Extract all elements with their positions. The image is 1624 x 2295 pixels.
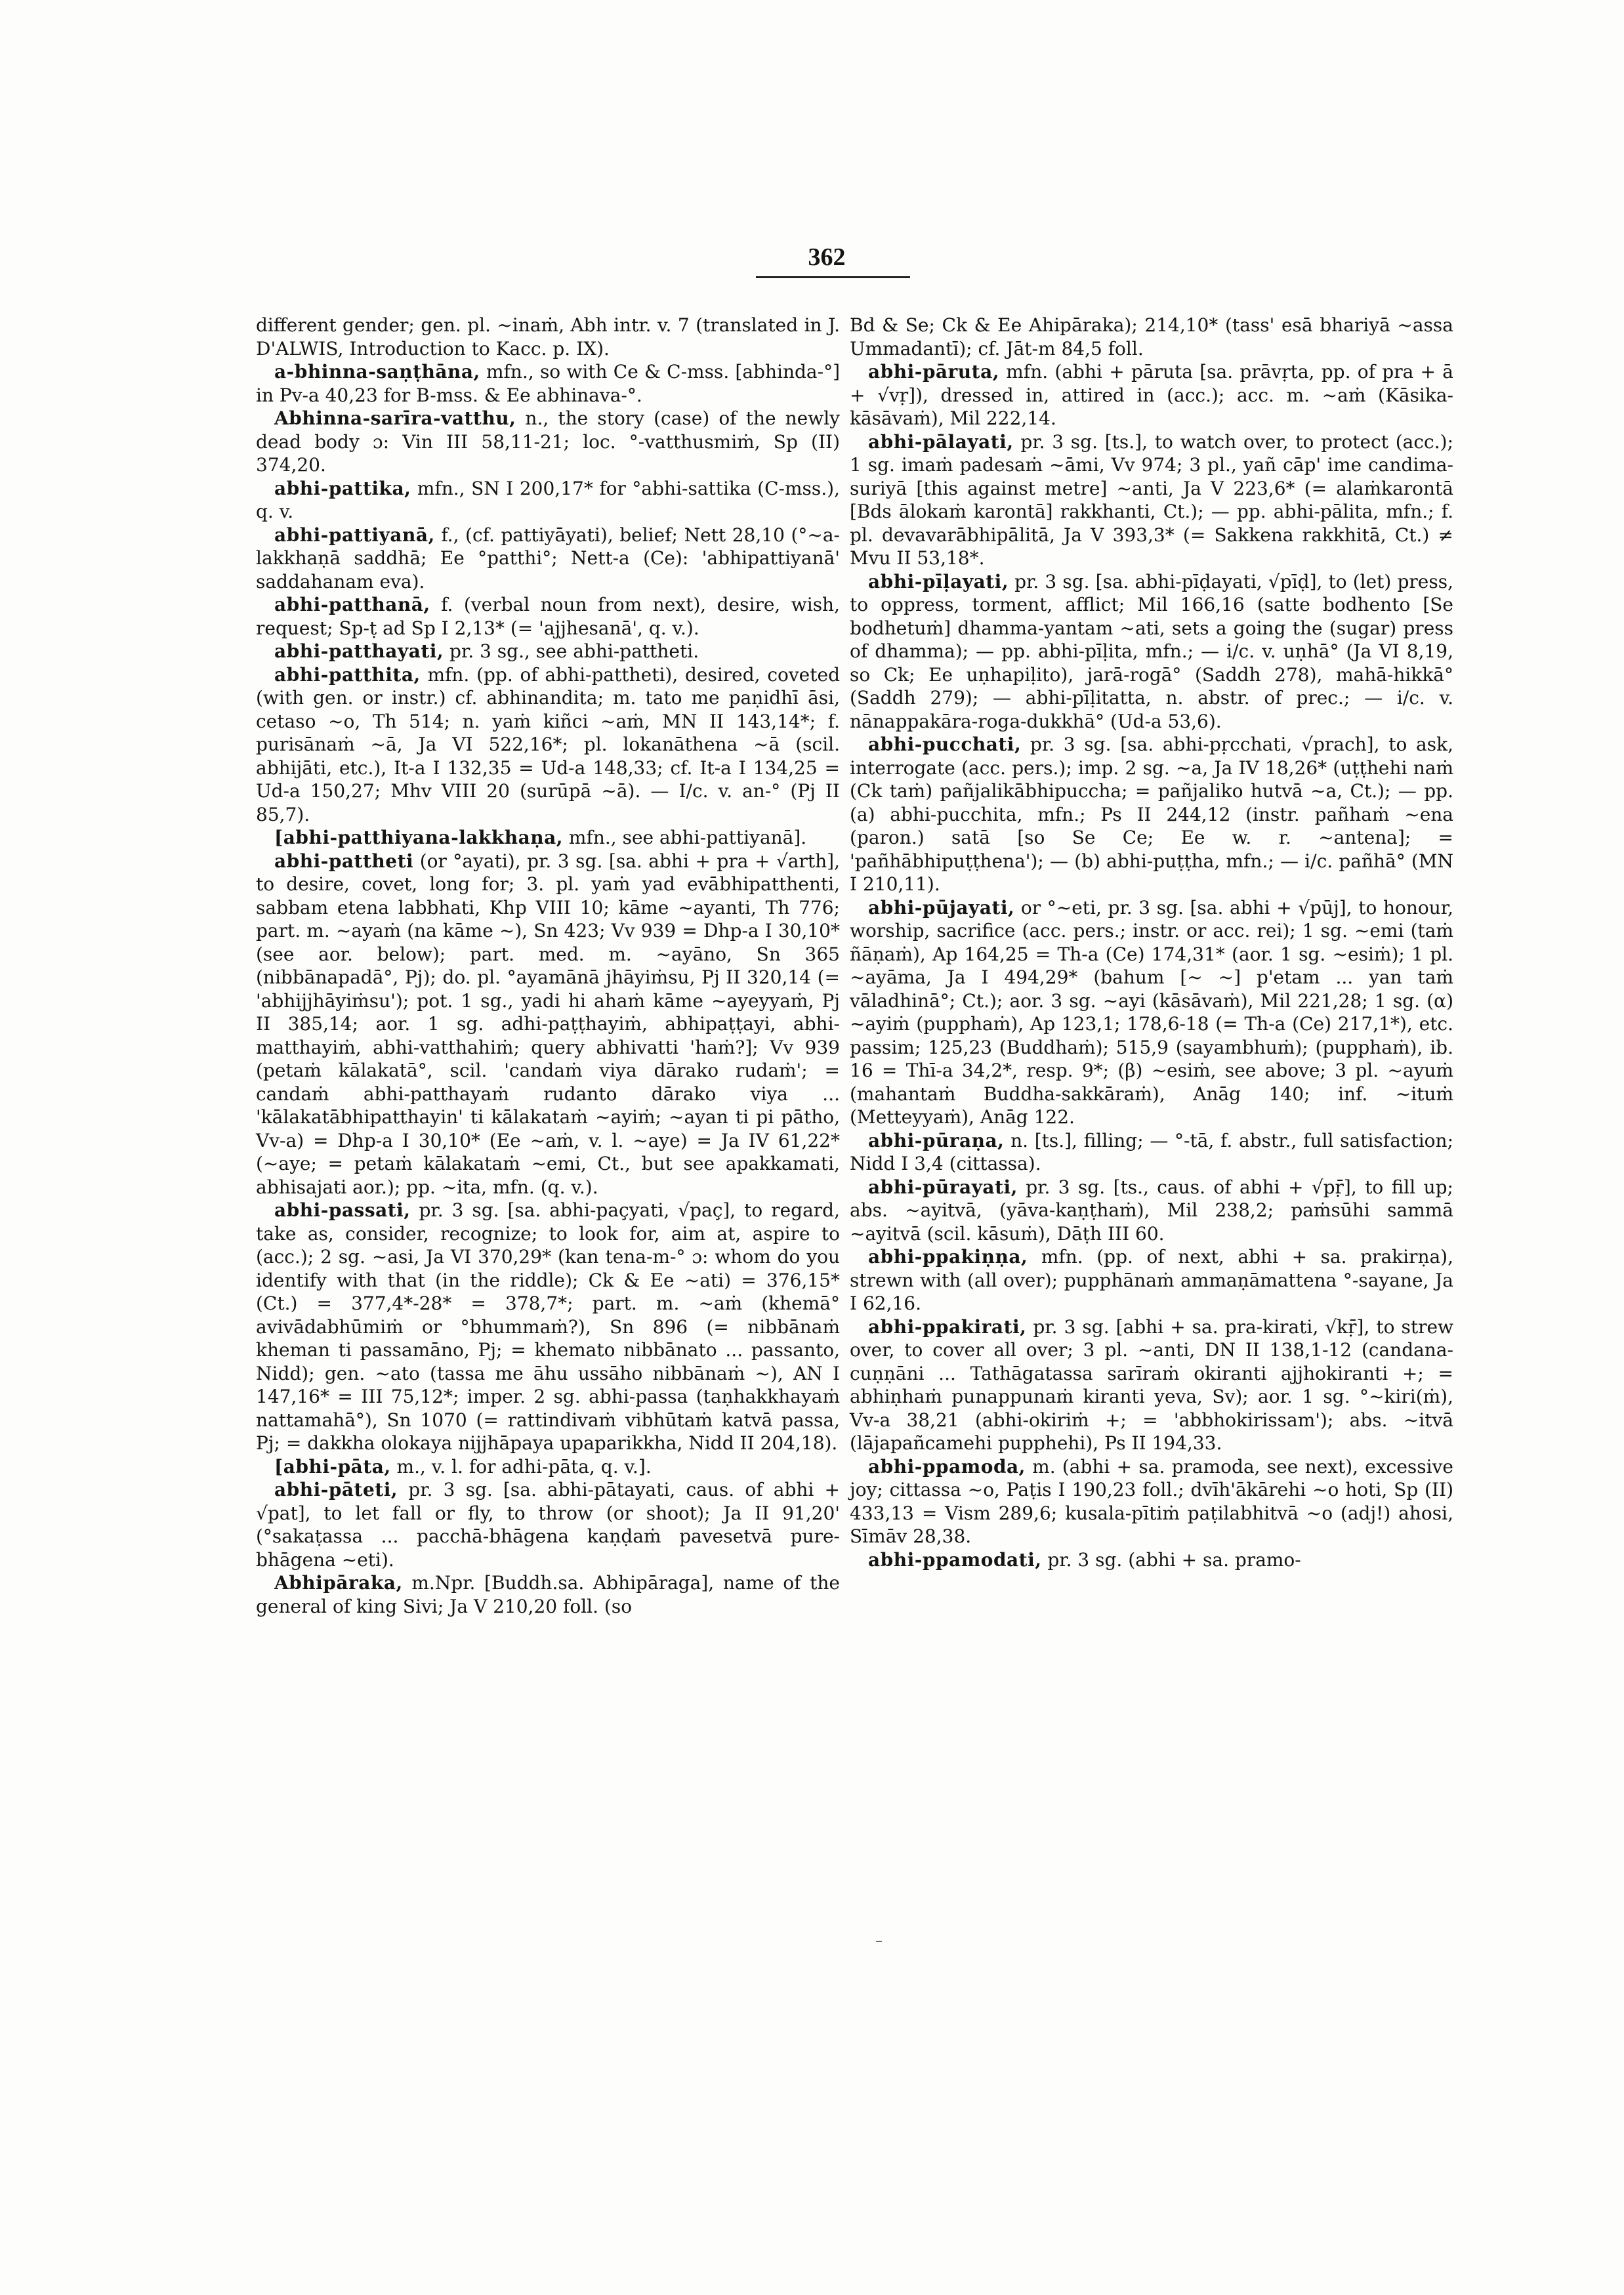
entry-body: mfn., see abhi-pattiyanā]. — [563, 827, 807, 848]
entry-body: mfn., SN I 200,17* for °abhi-sattika (C-mss.), q. v. — [256, 477, 840, 522]
entry-body: (or °ayati), pr. 3 sg. [sa. abhi + pra + √arth], to desire, covet, long for; 3. pl. yaṁ yad evābhipatthenti, sabbam etena labbhati, Khp VIII 10; kāme ~ayanti, Th 776; part. m. ~ayaṁ (na kāme ~), Sn 423; Vv 939 = Dhp-a I 30,10* (see aor. below); part. med. m. ~ayāno, Sn 365 (nibbānapadā°, Pj); do. pl. °ayamānā jhāyiṁsu, Pj II 320,14 (= 'abhijjhāyiṁsu'); pot. 1 sg., yadi hi ahaṁ kāme ~ayeyyaṁ, Pj II 385,14; aor. 1 sg. adhi-paṭṭhayiṁ, abhipaṭṭayi, abhi-matthayiṁ, abhi-vatthahiṁ; query abhivatti 'haṁ?]; Vv 939 (petaṁ kālakatā°, scil. 'candaṁ viya dārako rudaṁ'; = candaṁ abhi-patthayaṁ rudanto dārako viya ... 'kālakatābhipatthayin' ti kālakataṁ ~ayiṁ; ~ayan ti pi pātho, Vv-a) = Dhp-a I 30,10* (Ee ~aṁ, v. l. ~aye) = Ja IV 61,22* (~aye; = petaṁ kālakataṁ ~emi, Ct., but see apakkamati, abhisajati aor.); pp. ~ita, mfn. (q. v.). — [256, 850, 840, 1198]
entry-headword: abhi-pūraṇa, — [868, 1129, 1005, 1151]
dictionary-entry — [850, 1176, 1453, 1246]
entry-headword: [abhi-pāta, — [274, 1455, 391, 1478]
entry-body: mfn. (pp. of abhi-pattheti), desired, coveted (with gen. or instr.) cf. abhinandita; m. tato me paṇidhī āsi, cetaso ~o, Th 514; n. yaṁ kiñci ~aṁ, MN II 143,14*; f. purisānaṁ ~ā, Ja VI 522,16*; pl. lokanāthena ~ā (scil. abhijāti, etc.), It-a I 132,35 = Ud-a 148,33; cf. It-a I 134,25 = Ud-a 150,27; Mhv VIII 20 (surūpā ~ā). — I/c. v. an-° (Pj II 85,7). — [256, 663, 840, 825]
entry-headword: [abhi-patthiyana-lakkhaṇa, — [274, 827, 564, 848]
entry-headword: abhi-pīḷayati, — [868, 570, 1009, 592]
entry-headword: a-bhinna-saṇṭhāna, — [274, 361, 480, 382]
dictionary-entry — [256, 524, 840, 594]
entry-headword: abhi-pūrayati, — [868, 1176, 1018, 1198]
entry-headword: abhi-pāruta, — [868, 361, 999, 382]
dictionary-entry — [850, 1245, 1453, 1315]
entry-body: pr. 3 sg. [sa. abhi-pīḍayati, √pīḍ], to (let) press, to oppress, torment, afflict; Mil 166,16 (satte bodhento [Se bodhetuṁ] dhamma-yantam ~ati, sets a going the (sugar) press of dhamma); — pp. abhi-pīḷita, mfn.; — i/c. v. uṇhā° (Ja VI 8,19, so Ck; Ee uṇhapiḷito), jarā-rogā° (Saddh 278), mahā-hikkā° (Saddh 279); — abhi-pīḷitatta, n. abstr. of prec.; — i/c. v. nānappakāra-roga-dukkhā° (Ud-a 53,6). — [850, 570, 1453, 732]
entry-headword: Abhinna-sarīra-vatthu, — [274, 407, 516, 429]
dictionary-entry — [256, 640, 840, 663]
dictionary-entry — [850, 360, 1453, 430]
entry-headword: abhi-passati, — [274, 1199, 411, 1221]
entry-headword: abhi-ppamodati, — [868, 1548, 1042, 1571]
dictionary-entry — [256, 360, 840, 407]
entry-body: m.Npr. [Buddh.sa. Abhipāraga], name of the general of king Sivi; Ja V 210,20 foll. (so — [256, 1572, 840, 1617]
entry-body: pr. 3 sg. [sa. abhi-pātayati, caus. of abhi + √pat], to let fall or fly, to throw (or shoot); Ja II 91,20' (°sakaṭassa ... pacchā-bhāgena kaṇḍaṁ pavesetvā pure-bhāgena ~eti). — [256, 1479, 840, 1571]
entry-headword: abhi-pattheti — [274, 850, 414, 872]
entry-body: mfn. (pp. of next, abhi + sa. prakirṇa), strewn with (all over); pupphānaṁ ammaṇāmattena °-sayane, Ja I 62,16. — [850, 1246, 1453, 1314]
entry-headword: abhi-pattiyanā, — [274, 524, 435, 546]
dictionary-entry — [256, 1571, 840, 1618]
header-rule — [756, 276, 910, 278]
dictionary-entry — [850, 1548, 1453, 1572]
entry-body: n., the story (case) of the newly dead body ɔ: Vin III 58,11-21; loc. °-vatthusmiṁ, Sp (II) 374,20. — [256, 407, 840, 476]
dictionary-entry — [256, 477, 840, 524]
footer-mark: – — [875, 1933, 883, 1949]
entry-body: m., v. l. for adhi-pāta, q. v.]. — [390, 1455, 652, 1478]
dictionary-entry — [850, 1315, 1453, 1455]
dictionary-entry — [256, 1455, 840, 1479]
entry-body: pr. 3 sg. [sa. abhi-paçyati, √paç], to regard, take as, consider, recognize; to look for, aim at, aspire to (acc.); 2 sg. ~asi, Ja VI 370,29* (kan tena-m-° ɔ: whom do you identify with that (in the riddle); Ck & Ee ~ati) = 376,15* (Ct.) = 377,4*-28* = 378,7*; part. m. ~aṁ (khemā° avivādabhūmiṁ or °bhummaṁ?), Sn 896 (= nibbānaṁ kheman ti passamāno, Pj; = khemato nibbānato ... passanto, Nidd); gen. ~ato (tassa me āhu ussāho nibbānaṁ ~), AN I 147,16* = III 75,12*; imper. 2 sg. abhi-passa (taṇhakkhayaṁ nattamahā°), Sn 1070 (= rattindivaṁ vibhūtaṁ katvā passa, Pj; = dakkha olokaya nijjhāpaya upaparikkha, Nidd II 204,18). — [256, 1199, 840, 1454]
entry-body: or °~eti, pr. 3 sg. [sa. abhi + √pūj], to honour, worship, sacrifice (acc. pers.; instr. or acc. rei); 1 sg. ~emi (taṁ ñāṇaṁ), Ap 164,25 = Th-a (Ce) 174,31* (aor. 1 sg. ~esiṁ); 1 pl. ~ayāma, Ja I 494,29* (bahum [~ ~] p'etam ... yan taṁ vāladhinā°; Ct.); aor. 3 sg. ~ayi (kāsāvaṁ), Mil 221,28; 1 sg. (α) ~ayiṁ (pupphaṁ), Ap 123,1; 178,6-18 (= Th-a (Ce) 217,1*), etc. passim; 125,23 (Buddhaṁ); 515,9 (sayambhuṁ); (pupphaṁ), ib. 16 = Thī-a 34,2*, resp. 9*; (β) ~esiṁ, see above; 3 pl. ~ayuṁ (mahantaṁ Buddha-sakkāraṁ), Anāg 140; inf. ~ituṁ (Metteyyaṁ), Anāg 122. — [850, 896, 1453, 1128]
dictionary-entry — [850, 1455, 1453, 1548]
entry-body: pr. 3 sg. [sa. abhi-pṛcchati, √prach], to ask, interrogate (acc. pers.); imp. 2 sg. ~a, Ja IV 18,26* (uṭṭhehi naṁ (Ck taṁ) pañjalikābhipuccha; = pañjaliko hutvā ~a, Ct.); — pp. (a) abhi-pucchita, mfn.; Ps II 244,12 (instr. pañhaṁ ~ena (paron.) satā [so Se Ce; Ee w. r. ~antena]; = 'pañhābhipuṭṭhena'); — (b) abhi-puṭṭha, mfn.; — i/c. pañhā° (MN I 210,11). — [850, 734, 1453, 895]
left-column — [256, 314, 840, 1618]
entry-headword: abhi-pūjayati, — [868, 896, 1015, 919]
dictionary-entry — [850, 314, 1453, 360]
entry-headword: abhi-pucchati, — [868, 734, 1022, 755]
dictionary-entry — [850, 733, 1453, 896]
dictionary-entry — [850, 896, 1453, 1129]
entry-body: n. [ts.], filling; — °-tā, f. abstr., full satisfaction; Nidd I 3,4 (cittassa). — [850, 1129, 1453, 1174]
dictionary-entry — [256, 850, 840, 1199]
dictionary-entry — [256, 407, 840, 477]
dictionary-entry — [256, 1478, 840, 1571]
entry-body: Bd & Se; Ck & Ee Ahipāraka); 214,10* (tass' esā bhariyā ~assa Ummadantī); cf. Jāt-m 84,5 foll. — [850, 314, 1453, 360]
entry-body: f., (cf. pattiyāyati), belief; Nett 28,10 (°~a-lakkhaṇā saddhā; Ee °patthi°; Nett-a (Ce): 'abhipattiyanā' saddahanam eva). — [256, 524, 840, 592]
entry-headword: Abhipāraka, — [274, 1572, 403, 1594]
dictionary-entry — [850, 430, 1453, 570]
entry-body: different gender; gen. pl. ~inaṁ, Abh intr. v. 7 (translated in J. D'ALWIS, Introduction to Kacc. p. IX). — [256, 314, 840, 360]
dictionary-entry — [850, 570, 1453, 734]
entry-headword: abhi-ppakirati, — [868, 1315, 1027, 1338]
entry-headword: abhi-pālayati, — [868, 430, 1014, 453]
entry-headword: abhi-patthanā, — [274, 594, 430, 615]
entry-headword: abhi-pāteti, — [274, 1479, 398, 1500]
dictionary-entry — [256, 663, 840, 827]
dictionary-entry — [256, 826, 840, 850]
entry-body: f. (verbal noun from next), desire, wish, request; Sp-ṭ ad Sp I 2,13* (= 'ajjhesanā', q. v.). — [256, 594, 840, 639]
entry-body: pr. 3 sg. [ts., caus. of abhi + √pṝ], to fill up; abs. ~ayitvā, (yāva-kaṇṭhaṁ), Mil 238,2; paṁsūhi sammā ~ayitvā (scil. kāsuṁ), Dāṭh III 60. — [850, 1176, 1453, 1245]
entry-headword: abhi-ppamoda, — [868, 1455, 1026, 1478]
entry-body: pr. 3 sg. [abhi + sa. pra-kirati, √kṝ], to strew over, to cover all over; 3 pl. ~anti, DN II 138,1-12 (candana-cuṇṇāni ... Tathāgatassa sarīraṁ okiranti ajjhokiranti +; = abhiṇhaṁ punappunaṁ kiranti yeva, Sv); aor. 1 sg. °~kiri(ṁ), Vv-a 38,21 (abhi-okiriṁ +; = 'abbhokirissam'); abs. ~itvā (lājapañcamehi pupphehi), Ps II 194,33. — [850, 1315, 1453, 1454]
entry-body: mfn., so with Ce & C-mss. [abhinda-°] in Pv-a 40,23 for B-mss. & Ee abhinava-°. — [256, 361, 840, 406]
entry-headword: abhi-ppakiṇṇa, — [868, 1246, 1028, 1268]
dictionary-entry — [850, 1129, 1453, 1176]
entry-body: pr. 3 sg., see abhi-pattheti. — [444, 640, 699, 662]
right-column — [850, 314, 1453, 1571]
dictionary-entry — [256, 593, 840, 640]
page-number: 362 — [808, 243, 846, 271]
dictionary-entry — [256, 314, 840, 360]
entry-headword: abhi-patthita, — [274, 663, 421, 686]
entry-body: pr. 3 sg. [ts.], to watch over, to protect (acc.); 1 sg. imaṁ padesaṁ ~āmi, Vv 974; 3 pl., yañ cāp' ime candima-suriyā [this against metre] ~anti, Ja V 223,6* (= alaṁkarontā [Bds ālokaṁ karontā] rakkhanti, Ct.); — pp. abhi-pālita, mfn.; f. pl. devavarābhipālitā, Ja V 393,3* (= Sakkena rakkhitā, Ct.) ≠ Mvu II 53,18*. — [850, 430, 1453, 569]
entry-headword: abhi-patthayati, — [274, 640, 444, 662]
entry-body: m. (abhi + sa. pramoda, see next), excessive joy; cittassa ~o, Paṭis I 190,23 foll.; dvīh'ākārehi ~o hoti, Sp (II) 433,13 = Vism 289,6; kusala-pītiṁ paṭilabhitvā ~o (adj!) ahosi, Sīmāv 28,38. — [850, 1455, 1453, 1547]
entry-headword: abhi-pattika, — [274, 477, 411, 499]
entry-body: mfn. (abhi + pāruta [sa. prāvṛta, pp. of pra + ā + √vṛ]), dressed in, attired in (acc.); acc. m. ~aṁ (Kāsika-kāsāvaṁ), Mil 222,14. — [850, 361, 1453, 429]
dictionary-entry — [256, 1199, 840, 1455]
entry-body: pr. 3 sg. (abhi + sa. pramo- — [1041, 1548, 1301, 1571]
